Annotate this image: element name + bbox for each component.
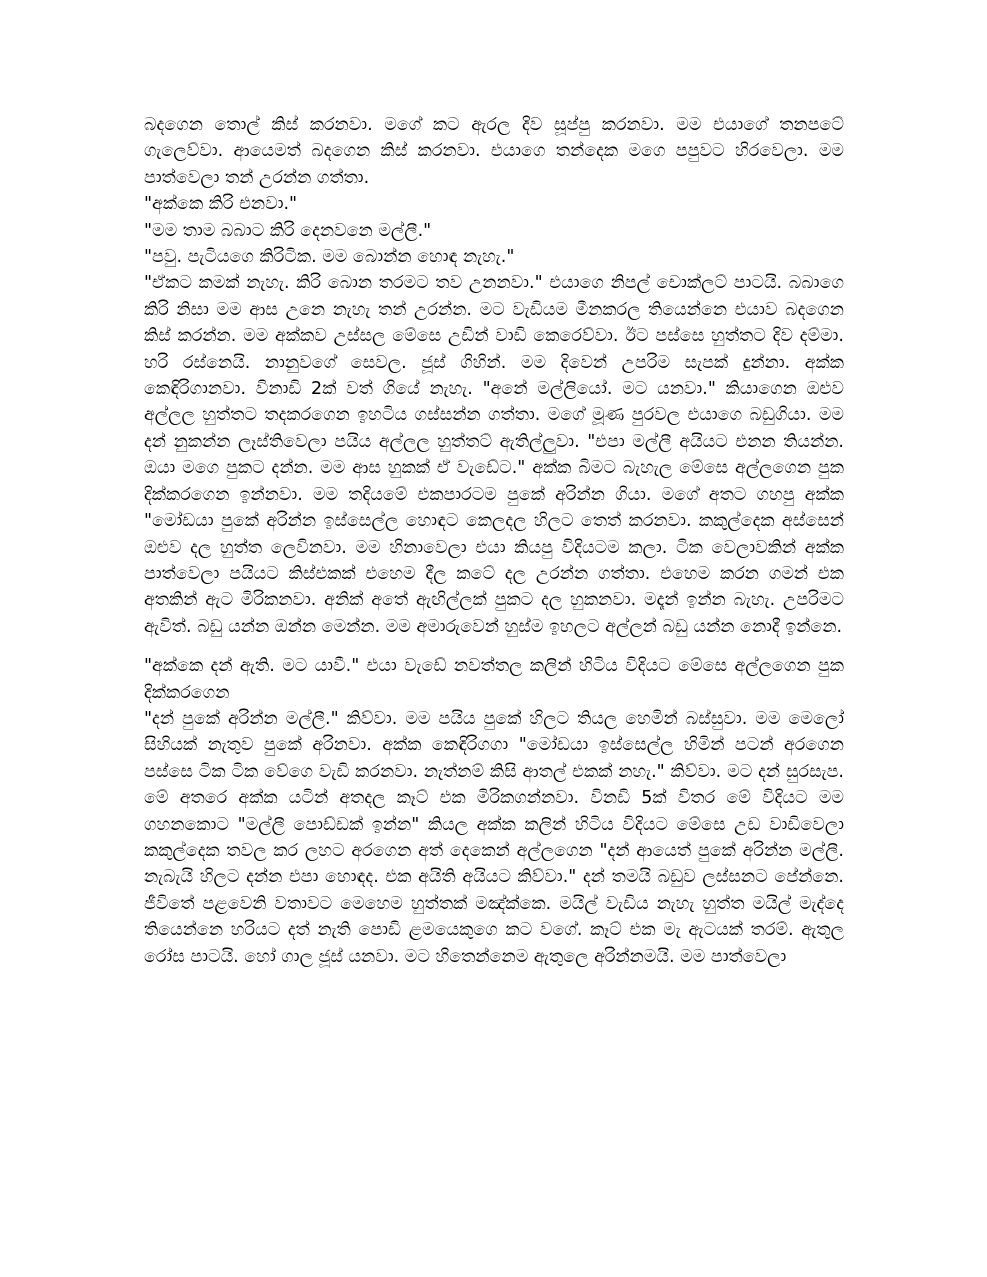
paragraph: "දන් පුකේ අරින්න මල්ලී." කිව්වා. මම පයිය පුකේ හිලට තියල හෙමින් බස්සුවා. මම මෙලෝ සිහියක් නැතුව පුකේ අරිනවා. අක්ක කෙඳිරිගගා "මෝඩයා ඉස්සෙල්ල හිමින් පටන් අරගෙන පස්සෙ ටික ටික වේගෙ වැඩි කරනවා. නැත්නම් කිසි ආතල් එකක් නහැ." කිව්වා. මට දන් සුරසැප. මේ අතරෙ අක්ක යටින් අතදල කෑට් එක මිරිකගන්නවා. විනඩි 5ක් විතර මේ විදියට මම ගහනකොට "මල්ලී පොඩ්ඩක් ඉන්න" කියල අක්ක කලින් හිටිය විදියට මේසෙ උඩ වාඩිවෙලා කකුල්දෙක තවල කර ලහට අරගෙන අත් දෙකෙන් අල්ලගෙන "දන් ආයෙත් පුකේ අරින්න මල්ලී. නැබැයි හිලට දන්න එපා හොඳද. එක අයිති අයියට කිව්වා." දන් තමයි බඩුව ලස්සනට පේන්නෙ. ජීවිතේ පළවෙනි වතාවට මෙහෙම හුත්තක් මඤ්ක්කෙ. මයිල් වැඩිය නැහැ හුත්ත මයිල් මැද්දෙ තියෙන්නෙ හරියට දත් නැති පොඩි ළමයෙකුගෙ කට වගේ. කෑට් එක මැ ඇටයක් තරම්. ඇතුල රෝස පාටයි. හෝ ගාල ජූස් යනවා. මට හිතෙන්නෙම ඇතුලෙ අරින්නමයි. මම පාත්වෙලා	[144, 708, 844, 967]
paragraph: "ඒකට කමක් නැහැ. කිරි බොන තරමට තව උනනවා." එයාගෙ නිපල් චොක්ලට් පාටයි. බබාගෙ කිරි නිසා මම ආස උනෙ නැහැ තන් උරන්න. මට වැඩියම මීනකරල තියෙන්නෙ එයාව බදගෙන කිස් කරන්න. මම අක්කව උස්සල මේසෙ උඩින් වාඩි කෙරෙව්වා. ඊට පස්සෙ හුත්තට දිව දම්මා. හරි රස්නෙයි. නානුවගේ සෙවල. ජූස් ගිහින්. මම දිවෙන් උපරිම සැපක් දුන්නා. අක්ක කෙඳිරිගානවා. විනාඩි 2ක් වත් ගියේ නැහැ. "අනේ මල්ලියෝ. මට යනවා." කියාගෙන ඔළුව අල්ලල හුත්තට තදකරගෙන ඉහටිය ගස්සන්න ගත්තා. මගේ මූණ පුරවල එයාගෙ බඩුගියා. මම දන් නුකන්න ලෑස්තිවෙලා පයිය අල්ලල හුත්තට් ඇතිල්ලුවා. "එපා මල්ලී අයියට එනන තියන්න. ඔයා මගෙ පුකට දන්න. මම ආස හුකක් ඒ වැඩේට." අක්ක බිමට බැහැල මේසෙ අල්ලගෙන පුක දික්කරගෙන ඉන්නවා. මම තදියමේ එකපාරටම පුකේ අරින්න ගියා. මගේ අතට ගහපු අක්ක "මෝඩයා පුකේ අරින්න ඉස්සෙල්ල හොඳට කෙලදල හිලට තෙත් කරනවා. කකුල්දෙක අස්සෙන් ඔළුව දල හුත්ත ලෙවිනවා. මම හිනාවෙලා එයා කියපු විදියටම කලා. ටික වෙලාවකින් අක්ක පාත්වෙලා පයියට කිස්එකක් එහෙම දීල කටේ දල උරන්න ගත්තා. එහෙම කරන ගමන් එක අතකින් ඇට මිරිකනවා. අනික් අතේ ඇඟිල්ලක් පුකට දල හුකනවා. මදෑන් ඉන්න බැහැ. උපරිමට ඇවිත්. බඩු යන්න ඔන්න මෙන්න. මම අමාරුවෙන් හුස්ම ඉහලට අල්ලන් බඩු යන්න නොදී ඉන්නෙ.	[144, 273, 844, 637]
paragraph: "මම තාම බබාට කිරි දෙනවනෙ මල්ලී."	[144, 220, 432, 241]
body-text	[144, 112, 844, 970]
paragraph: බදගෙන තොල් කිස් කරනවා. මගේ කට ඇරල දිව සූප්පු කරනවා. මම එයාගේ තනපටේ ගැලෙව්වා. ආයෙමත් බදගෙන කිස් කරනවා. එයාගෙ තන්දෙක මගෙ පපුවට හිරවෙලා. මම පාත්වෙලා තන් උරන්න ගත්තා.	[144, 115, 844, 188]
paragraph: "අක්කෙ කිරි එනවා."	[144, 194, 298, 215]
paragraph: "පවු. පැටියගෙ කිරිටික. මම බොන්න හොඳ නැහැ."	[144, 247, 515, 268]
paragraph: "අක්කෙ දන් ඇති. මට යාවී." එයා වැඩේ නවත්තල කලින් හිටිය විදියට මේසෙ අල්ලගෙන පුක දික්කරගෙන	[144, 656, 844, 703]
